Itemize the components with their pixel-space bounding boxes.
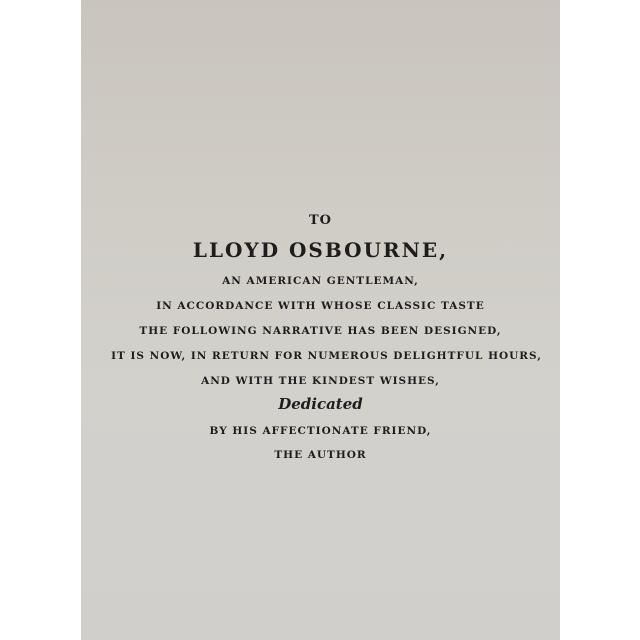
dedication-line-6: BY HIS AFFECTIONATE FRIEND, bbox=[209, 425, 432, 437]
dedication-line-2: IN ACCORDANCE WITH WHOSE CLASSIC TASTE bbox=[156, 300, 485, 312]
dedicatee-name: LLOYD OSBOURNE, bbox=[192, 238, 449, 262]
dedication-to: TO bbox=[309, 213, 332, 228]
dedication-line-1: AN AMERICAN GENTLEMAN, bbox=[222, 275, 419, 287]
book-page bbox=[81, 0, 560, 640]
dedication-line-4: IT IS NOW, IN RETURN FOR NUMEROUS DELIGHTFUL HOURS, bbox=[111, 350, 542, 362]
dedication-line-5: AND WITH THE KINDEST WISHES, bbox=[201, 375, 440, 387]
dedication-signature: THE AUTHOR bbox=[274, 449, 367, 461]
dedicated-blackletter: Dedicated bbox=[278, 395, 363, 413]
dedication-line-3: THE FOLLOWING NARRATIVE HAS BEEN DESIGNED, bbox=[139, 325, 502, 337]
